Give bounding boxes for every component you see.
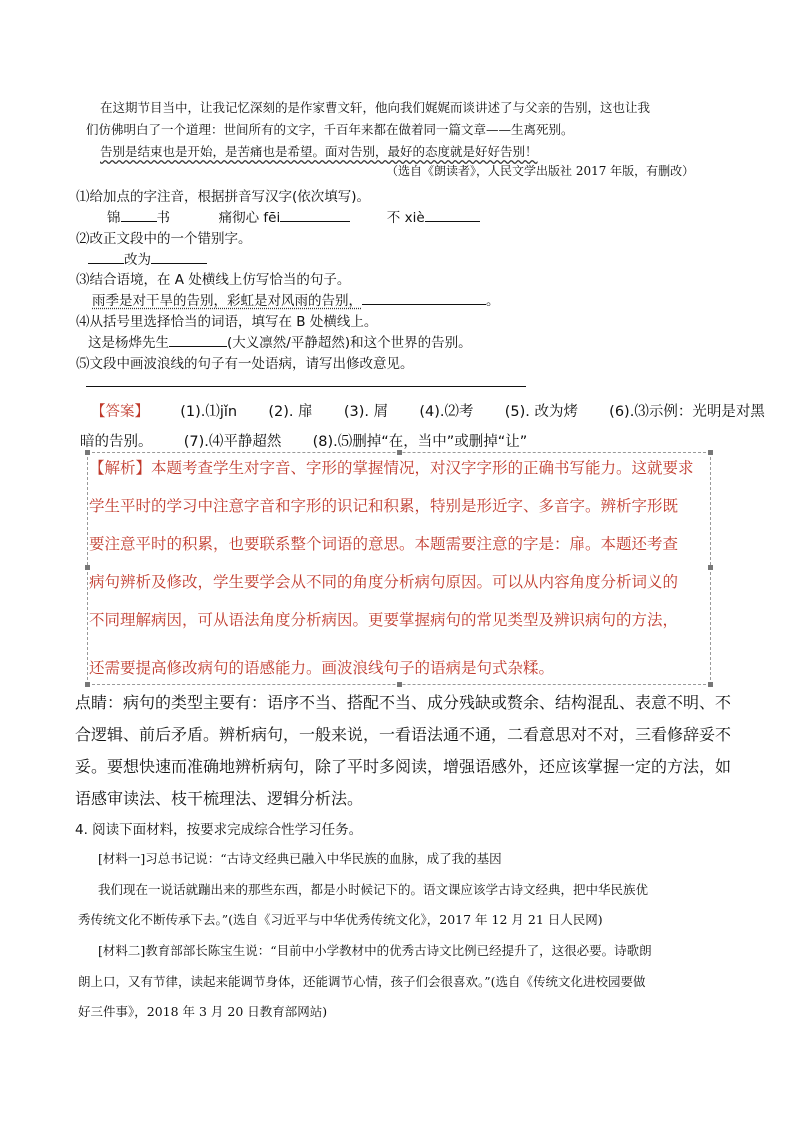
question-2: ⑵改正文段中的一个错别字。 — [76, 231, 252, 247]
analysis-line: 不同理解病因，可从语法角度分析病因。更要掌握病句的常见类型及辨识病句的方法， — [89, 611, 679, 629]
answer-line-5[interactable] — [86, 386, 526, 387]
passage-line-2: 们仿佛明白了一个道理：世间所有的文字，千百年来都在做着同一篇文章——生离死别。 — [86, 122, 574, 137]
question-3-line: 雨季是对干旱的告别，彩虹是对风雨的告别， 。 — [92, 293, 500, 309]
resize-handle[interactable] — [708, 565, 713, 570]
blank-3[interactable] — [362, 292, 486, 305]
question-3: ⑶结合语境，在 A 处横线上仿写恰当的句子。 — [76, 272, 351, 288]
resize-handle[interactable] — [85, 682, 90, 687]
resize-handle[interactable] — [708, 450, 713, 455]
analysis-line: 【解析】本题考查学生对字音、字形的掌握情况，对汉字字形的正确书写能力。这就要求 — [89, 459, 694, 477]
question-1-items: 锦 书 痛彻心 fēi 不 xiè — [107, 206, 480, 226]
question-4: ⑷从括号里选择恰当的词语，填写在 B 处横线上。 — [76, 314, 378, 330]
material-2-line-3: 好三件事》，2018 年 3 月 20 日教育部网站) — [78, 1004, 328, 1019]
passage-source: （选自《朗读者》，人民文学出版社 2017 年版，有删改） — [386, 164, 695, 178]
blank-4[interactable] — [169, 334, 227, 347]
material-1-line-1: [材料一]习总书记说：“古诗文经典已融入中华民族的血脉，成了我的基因 — [98, 851, 502, 866]
passage-line-1: 在这期节目当中，让我记忆深刻的是作家曹文轩，他向我们娓娓而谈讲述了与父亲的告别，这也让我 — [100, 100, 651, 115]
answer-row: 【答案】 (1).⑴jǐn (2). 扉 (3). 屑 (4).⑵考 (5). 改为烤 (6).⑶示例：光明是对黑 — [91, 404, 765, 420]
resize-handle[interactable] — [85, 450, 90, 455]
question-2-line: 改为 — [88, 248, 207, 268]
material-2-line-2: 朗上口，又有节律，读起来能调节身体，还能调节心情，孩子们会很喜欢。”(选自《传统文化进校园要做 — [78, 974, 646, 989]
blank-2b[interactable] — [151, 251, 207, 264]
resize-handle[interactable] — [397, 682, 402, 687]
tip-line: 合逻辑、前后矛盾。辨析病句，一般来说，一看语法通不通，二看意思对不对，三看修辞妥不 — [75, 725, 732, 744]
question-1: ⑴给加点的字注音，根据拼音写汉字(依次填写)。 — [76, 189, 371, 205]
analysis-line: 还需要提高修改病句的语感能力。画波浪线句子的语病是句式杂糅。 — [89, 659, 555, 677]
question-5: ⑸文段中画波浪线的句子有一处语病，请写出修改意见。 — [76, 356, 414, 372]
analysis-line: 要注意平时的积累，也要联系整个词语的意思。本题需要注意的字是：扉。本题还考查 — [89, 535, 679, 553]
material-2-line-1: [材料二]教育部部长陈宝生说：“目前中小学教材中的优秀古诗文比例已经提升了，这很必要。诗歌朗 — [98, 943, 652, 958]
passage-line-3: 告别是结束也是开始，是苦痛也是希望。面对告别，最好的态度就是好好告别！ — [100, 144, 538, 159]
resize-handle[interactable] — [397, 450, 402, 455]
tip-line: 妥。要想快速而准确地辨析病句，除了平时多阅读，增强语感外，还应该掌握一定的方法，如 — [75, 757, 732, 776]
material-1-line-2: 我们现在一说话就蹦出来的那些东西，都是小时候记下的。语文课应该学古诗文经典，把中华民族优 — [98, 882, 649, 897]
analysis-line: 病句辨析及修改，学生要学会从不同的角度分析病句原因。可以从内容角度分析词义的 — [89, 573, 679, 591]
answer-label: 【答案】 — [91, 404, 149, 420]
analysis-line: 学生平时的学习中注意字音和字形的识记和积累，特别是形近字、多音字。辨析字形既 — [89, 497, 679, 515]
analysis-textbox[interactable] — [87, 452, 711, 685]
blank-2a[interactable] — [88, 251, 124, 264]
blank-1b[interactable] — [280, 209, 350, 222]
task-4-title: 4. 阅读下面材料，按要求完成综合性学习任务。 — [75, 822, 363, 838]
material-1-line-3: 秀传统文化不断传承下去。”(选自《习近平与中华优秀传统文化》，2017 年 12 月 21 日人民网) — [78, 912, 603, 927]
blank-1c[interactable] — [425, 209, 480, 222]
resize-handle[interactable] — [708, 682, 713, 687]
blank-1a[interactable] — [121, 209, 157, 222]
answer-row-2: 暗的告别。 (7).⑷平静超然 (8).⑸删掉“在，当中”或删掉“让” — [80, 434, 528, 450]
question-4-line: 这是杨烨先生 (大义凛然/平静超然)和这个世界的告别。 — [88, 335, 472, 351]
tip-line: 点睛：病句的类型主要有：语序不当、搭配不当、成分残缺或赘余、结构混乱、表意不明、不 — [75, 693, 732, 712]
tip-line: 语感审读法、枝干梳理法、逻辑分析法。 — [75, 789, 364, 808]
